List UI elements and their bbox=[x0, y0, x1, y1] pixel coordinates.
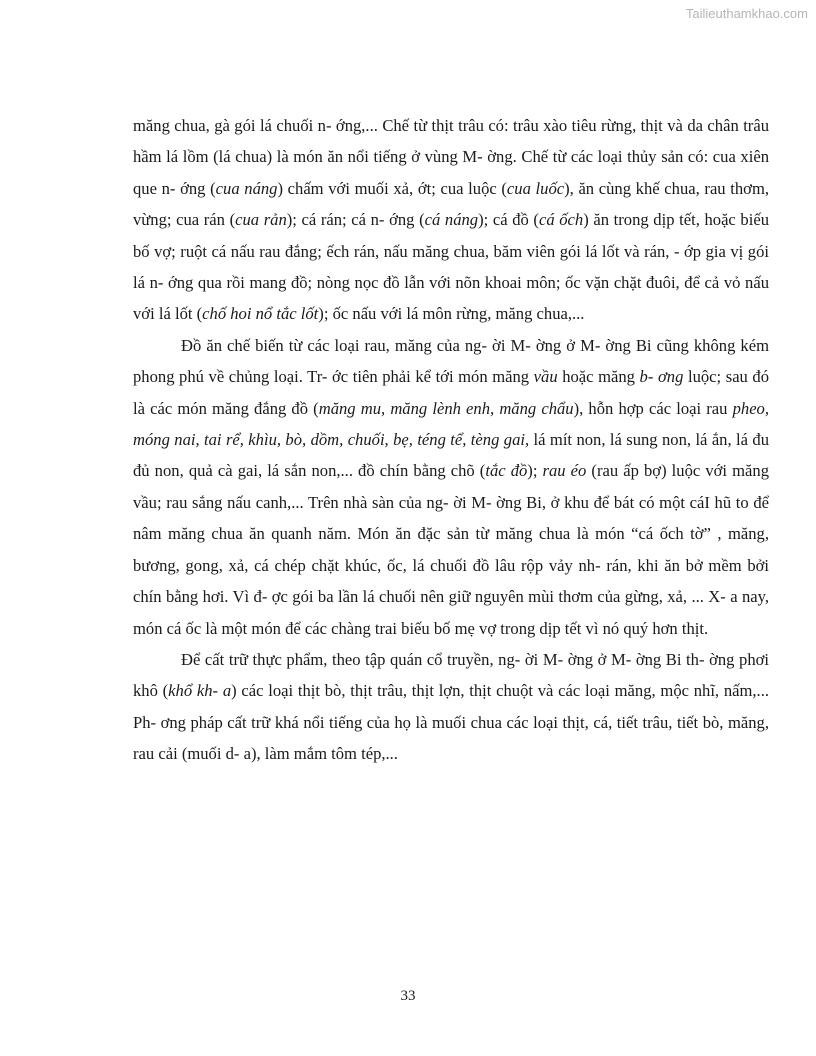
italic-term: vầu bbox=[533, 367, 558, 387]
text-run: ), hỗn hợp các loại rau bbox=[573, 398, 733, 418]
watermark-text: Tailieuthamkhao.com bbox=[685, 6, 808, 21]
page-number: 33 bbox=[400, 988, 416, 1004]
paragraph bbox=[133, 644, 769, 770]
text-run: hoặc măng bbox=[557, 367, 640, 387]
text-run: ); ốc nấu với lá môn rừng, măng chua,... bbox=[318, 304, 585, 324]
italic-term: măng mu, măng lènh enh, măng chẩu bbox=[318, 398, 574, 418]
text-run: ); bbox=[527, 461, 543, 481]
text-run: ) chấm với muối xả, ớt; cua luộc ( bbox=[277, 178, 507, 198]
italic-term: tắc đồ bbox=[485, 461, 528, 481]
text-run: Đồ ăn chế biến từ các loại rau, măng của ng- ời M- ờng ở M- ờng Bi cũng không kém phong phú về chủng loại. Tr- ớc tiên phải kể tới món măng bbox=[133, 335, 769, 387]
body-text bbox=[133, 110, 769, 770]
text-run: (rau ấp bợ) luộc với măng vầu; rau sắng nấu canh,... Trên nhà sàn của ng- ời M- ờng Bi, ở khu để bát có một cáI hũ to để nâm măng chua ăn quanh năm. Món ăn đặc sản từ măng chua là món “cá ốch tờ” , măng, bương, gong, xả, cá chép chặt khúc, ốc, lá chuối đồ lâu rộp vảy nh- rán, khi ăn bở mềm bởi chín bằng hơi. Vì đ- ợc gói ba lần lá chuối nên giữ nguyên mùi thơm của gừng, xả, ... X- a nay, món cá ốc là một món để các chàng trai biếu bố mẹ vợ trong dịp tết vì nó quý hơn thịt. bbox=[133, 461, 769, 638]
paragraph bbox=[133, 110, 769, 330]
italic-term: cua náng bbox=[215, 178, 278, 198]
text-run: ); cá đồ ( bbox=[478, 210, 539, 230]
text-run: Để cất trữ thực phẩm, theo tập quán cổ truyền, ng- ời M- ờng ở M- ờng Bi th- ờng phơi khô ( bbox=[133, 649, 769, 701]
italic-term: chố hoi nổ tắc lốt bbox=[202, 304, 319, 324]
italic-term: rau éo bbox=[542, 461, 587, 481]
italic-term: cá náng bbox=[424, 210, 479, 230]
text-run: ) ăn trong dịp tết, hoặc biếu bố vợ; ruột cá nấu rau đắng; ếch rán, nấu măng chua, băm viên gói lá lốt và rán, - ớp gia vị gói lá n- ớng qua rồi mang đồ; nòng nọc đồ lẫn với nõn khoai môn; ốc vặn chặt đuôi, để cả vỏ nấu với lá lốt ( bbox=[133, 210, 769, 324]
paragraph bbox=[133, 330, 769, 644]
text-run: ), ăn cùng khế chua, rau thơm, vừng; cua rán ( bbox=[133, 178, 770, 230]
italic-term: khổ kh- a bbox=[168, 681, 232, 701]
italic-term: pheo, móng nai, tai rể, khìu, bò, dồm, chuối, bẹ, téng tể, tèng gai, bbox=[133, 398, 769, 450]
italic-term: cá ốch bbox=[538, 210, 584, 230]
italic-term: cua rản bbox=[235, 210, 287, 230]
italic-term: b- ơng bbox=[639, 367, 684, 387]
text-run: ); cá rán; cá n- ớng ( bbox=[286, 210, 425, 230]
text-run: măng chua, gà gói lá chuối n- ớng,... Chế từ thịt trâu có: trâu xào tiêu rừng, thịt và da chân trâu hầm lá lồm (lá chua) là món ăn nổi tiếng ở vùng M- ờng. Chế từ các loại thủy sản có: cua xiên que n- ớng ( bbox=[133, 116, 769, 198]
text-run: luộc; sau đó là các món măng đắng đồ ( bbox=[133, 367, 770, 418]
text-run: ) các loại thịt bò, thịt trâu, thịt lợn, thịt chuột và các loại măng, mộc nhĩ, nấm,... Ph- ơng pháp cất trữ khá nổi tiếng của họ là muối chua các loại thịt, cá, tiết trâu, tiết bò, măng, rau cải (muối d- a), làm mắm tôm tép,... bbox=[133, 681, 769, 764]
text-run: lá mít non, lá sung non, lá ắn, lá đu đủ non, quả cà gai, lá sắn non,... đồ chín bằng chõ ( bbox=[133, 430, 769, 481]
italic-term: cua luốc bbox=[506, 178, 565, 198]
